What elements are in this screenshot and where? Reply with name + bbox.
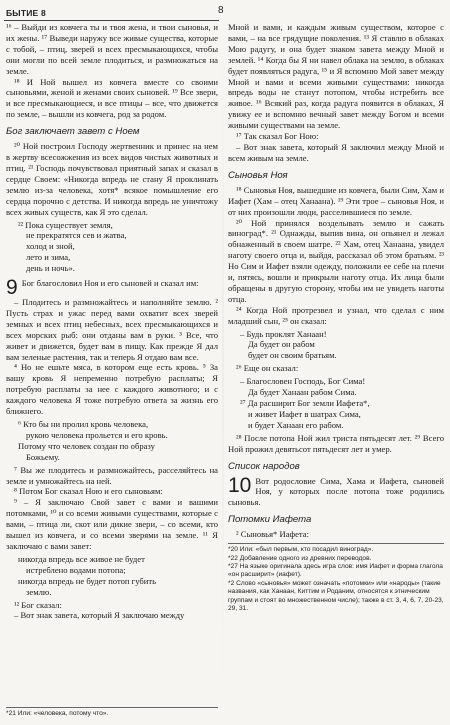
chapter-number: 9 [6, 276, 18, 300]
poetry-line: Потому что человек создан по образу [18, 440, 155, 451]
poetry-block [6, 220, 218, 275]
poetry-line: ²² Пока существует земля, [18, 219, 113, 230]
poetry-block [228, 376, 444, 431]
section-heading: Сыновья Ноя [228, 169, 288, 181]
poetry-line: Да будет он рабом [248, 339, 315, 350]
paragraph: – Плодитесь и размножайтесь и наполняйте землю. ² Пусть страх и ужас перед вами охватит всех зверей земных и всех птиц небесных, всех пресмыкающихся и всех морских рыб: они отданы вам в руки. ³ Все, что живет и движется, будет вам в пищу. Как прежде Я дал вам зеленые растения, так и теперь Я отдаю вам все. [6, 297, 218, 362]
footnote: *2 Слово «сыновья» может означать «потомки» или «народы» (такие названия, как Ханаан, Киттим и Роданим, относятся к этническим группам и стоят во множественном числе); также в ст. 3, 4, 6, 7, 20-23, 29, 31. [228, 579, 444, 612]
poetry-line: не прекратятся сев и жатва, [26, 230, 127, 241]
right-footnotes [228, 543, 444, 613]
paragraph: ¹⁶ – Выйди из ковчега ты и твоя жена, и твои сыновья, и их жены. ¹⁷ Выведи наружу все живые существа, которые с тобой, – птиц, зверей и всех пресмыкающихся, чтобы они могли по всей земле плодиться, и размножаться на земле. [6, 22, 218, 76]
poetry-line: и будет Ханаан его рабом. [248, 419, 344, 430]
paragraph: – Вот знак завета, который Я заключил между Мной и всем живым на земле. [228, 141, 444, 163]
poetry-line: холод и зной, [26, 241, 75, 252]
footnote: *27 На языке оригинала здесь игра слов: имя Иафет и форма глагола «он расширит» (иафет). [228, 562, 443, 579]
gutter-shadow [222, 40, 224, 685]
poetry-line: лето и зима, [26, 252, 71, 263]
section-heading: Бог заключает завет с Ноем [6, 126, 140, 138]
poetry-line: – Будь проклят Ханаан! [240, 328, 327, 339]
running-header: БЫТИЕ 8 [6, 8, 46, 18]
poetry-line: день и ночь». [26, 263, 75, 274]
paragraph: ⁹ – Я заключаю Свой завет с вами и вашими потомками, ¹⁰ и со всеми живыми существами, которые с вами, – птица ли, скот или дикие звери, – со всеми, кто вышел из ковчега, и со всеми зверями на земле. ¹¹ Я заключаю с вами завет: [6, 497, 218, 551]
left-footnotes [6, 704, 218, 718]
poetry-line: ²⁷ Да расширит Бог земли Иафета*, [240, 398, 370, 408]
poetry-line: Да будет Ханаан рабом Сима. [248, 387, 357, 398]
paragraph: ¹⁸ Сыновья Ноя, вышедшие из ковчега, были Сим, Хам и Иафет (Хам – отец Ханаана). ¹⁹ Эти трое – сыновья Ноя, и от них произошли люди, расселившиеся по земле. [228, 184, 444, 217]
poetry-block [228, 329, 444, 362]
paragraph: ¹⁸ И Ной вышел из ковчега вместе со своими сыновьями, женой и женами своих сыновей. ¹⁹ Все звери, и все пресмыкающиеся, и все птицы – все, что движется по земле, – вышли из ковчега, род за родом. [6, 76, 218, 120]
paragraph: ¹² Бог сказал: [14, 599, 62, 610]
left-column [6, 22, 218, 621]
paragraph: ²⁸ После потопа Ной жил триста пятьдесят лет. ²⁹ Всего Ной прожил девятьсот пятьдесят лет и умер. [228, 432, 444, 454]
paragraph: ²⁶ Еще он сказал: [236, 363, 299, 374]
paragraph: ⁴ Но не ешьте мяса, в котором еще есть кровь. ⁵ За вашу кровь Я непременно потребую расплаты; Я потребую расплаты за нее с каждого животного; и с каждого человека Я тоже потребую ответа за жизнь его ближнего. [6, 362, 218, 417]
footnote-rule [228, 543, 444, 544]
right-column [228, 22, 444, 613]
paragraph: Мной и вами, и каждым живым существом, которое с вами, – на все грядущие поколения. ¹³ Я ставлю в облаках Мою радугу, и она будет знаком завета между Мной и землей. ¹⁴ Когда бы Я ни навел облака на землю, в облаках будет появляться радуга, ¹⁵ и Я вспомню Мой завет между Мной и вами и всеми живыми существами: никогда впредь воды не станут потопом, чтобы истребить все живое. ¹⁶ Всякий раз, когда радуга появится в облаках, Я увижу ее и вспомню вечный завет между Богом и всеми живыми существами на земле. [228, 22, 444, 131]
poetry-line: рукою человека прольется и его кровь. [26, 429, 168, 440]
poetry-line: никогда впредь не будет потоп губить [18, 575, 157, 586]
page-number: 8 [218, 5, 224, 16]
poetry-line: Божьему. [26, 451, 60, 462]
paragraph: ²⁰ Ной построил Господу жертвенник и принес на нем в жертву всесожжения из всех видов чистых животных и птиц. ²¹ Господь почувствовал приятный запах и сказал в сердце Своем: «Никогда впредь не стану Я проклинать землю из-за человека, хотя* всякое помышление его сердца порочно с детства. И никогда впредь не уничтожу всех живых существ, как Я это сделал. [6, 141, 218, 217]
paragraph: Бог благословил Ноя и его сыновей и сказал им: [21, 278, 199, 289]
poetry-line: истреблено водами потопа; [26, 564, 126, 575]
header-rule [4, 20, 219, 21]
paragraph: – Вот знак завета, который Я заключаю между [14, 610, 185, 621]
section-heading: Потомки Иафета [228, 514, 312, 526]
paragraph: ²⁰ Ной принялся возделывать землю и сажать виноград*. ²¹ Однажды, выпив вина, он опьянел и лежал обнаженный в своем шатре. ²² Хам, отец Ханаана, увидел наготу своего отца и, выйдя, рассказал об этом братьям. ²³ Но Сим и Иафет взяли одежду, положили ее себе на плечи и, пятясь, вошли и прикрыли наготу отца. Их лица были обращены в другую сторону, чтобы им не увидеть наготы отца. [228, 217, 444, 304]
footnote: *21 Или: «человека, потому что». [6, 710, 109, 717]
poetry-line: землю. [26, 586, 52, 597]
paragraph: ¹⁷ Так сказал Бог Ною: [236, 131, 319, 142]
poetry-line: никогда впредь все живое не будет [18, 553, 145, 564]
poetry-line: и живет Иафет в шатрах Сима, [248, 408, 361, 419]
footnote-rule [6, 707, 218, 708]
footnote: *20 Или: «был первым, кто посадил виноград». [228, 546, 374, 554]
paragraph: Вот родословие Сима, Хама и Иафета, сыновей Ноя, у которых после потопа тоже родились сыновья. [228, 475, 444, 508]
poetry-block [6, 419, 218, 463]
poetry-line: будет он своим братьям. [248, 350, 337, 361]
paragraph: ⁸ Потом Бог сказал Ною и его сыновьям: [14, 486, 163, 497]
poetry-line: ⁶ Кто бы ни пролил кровь человека, [18, 419, 149, 429]
paragraph: ⁷ Вы же плодитесь и размножайтесь, расселяйтесь на земле и умножайтесь на ней. [6, 464, 218, 486]
chapter-number: 10 [228, 473, 252, 497]
section-heading: Список народов [228, 460, 300, 472]
poetry-block [6, 554, 218, 598]
footnote: *22 Добавление одного из древних переводов. [228, 554, 372, 562]
paragraph: ² Сыновья* Иафета: [236, 529, 309, 540]
paragraph: ²⁴ Когда Ной протрезвел и узнал, что сделал с ним младший сын, ²⁵ он сказал: [228, 304, 444, 326]
poetry-line: – Благословен Господь, Бог Сима! [240, 376, 366, 387]
